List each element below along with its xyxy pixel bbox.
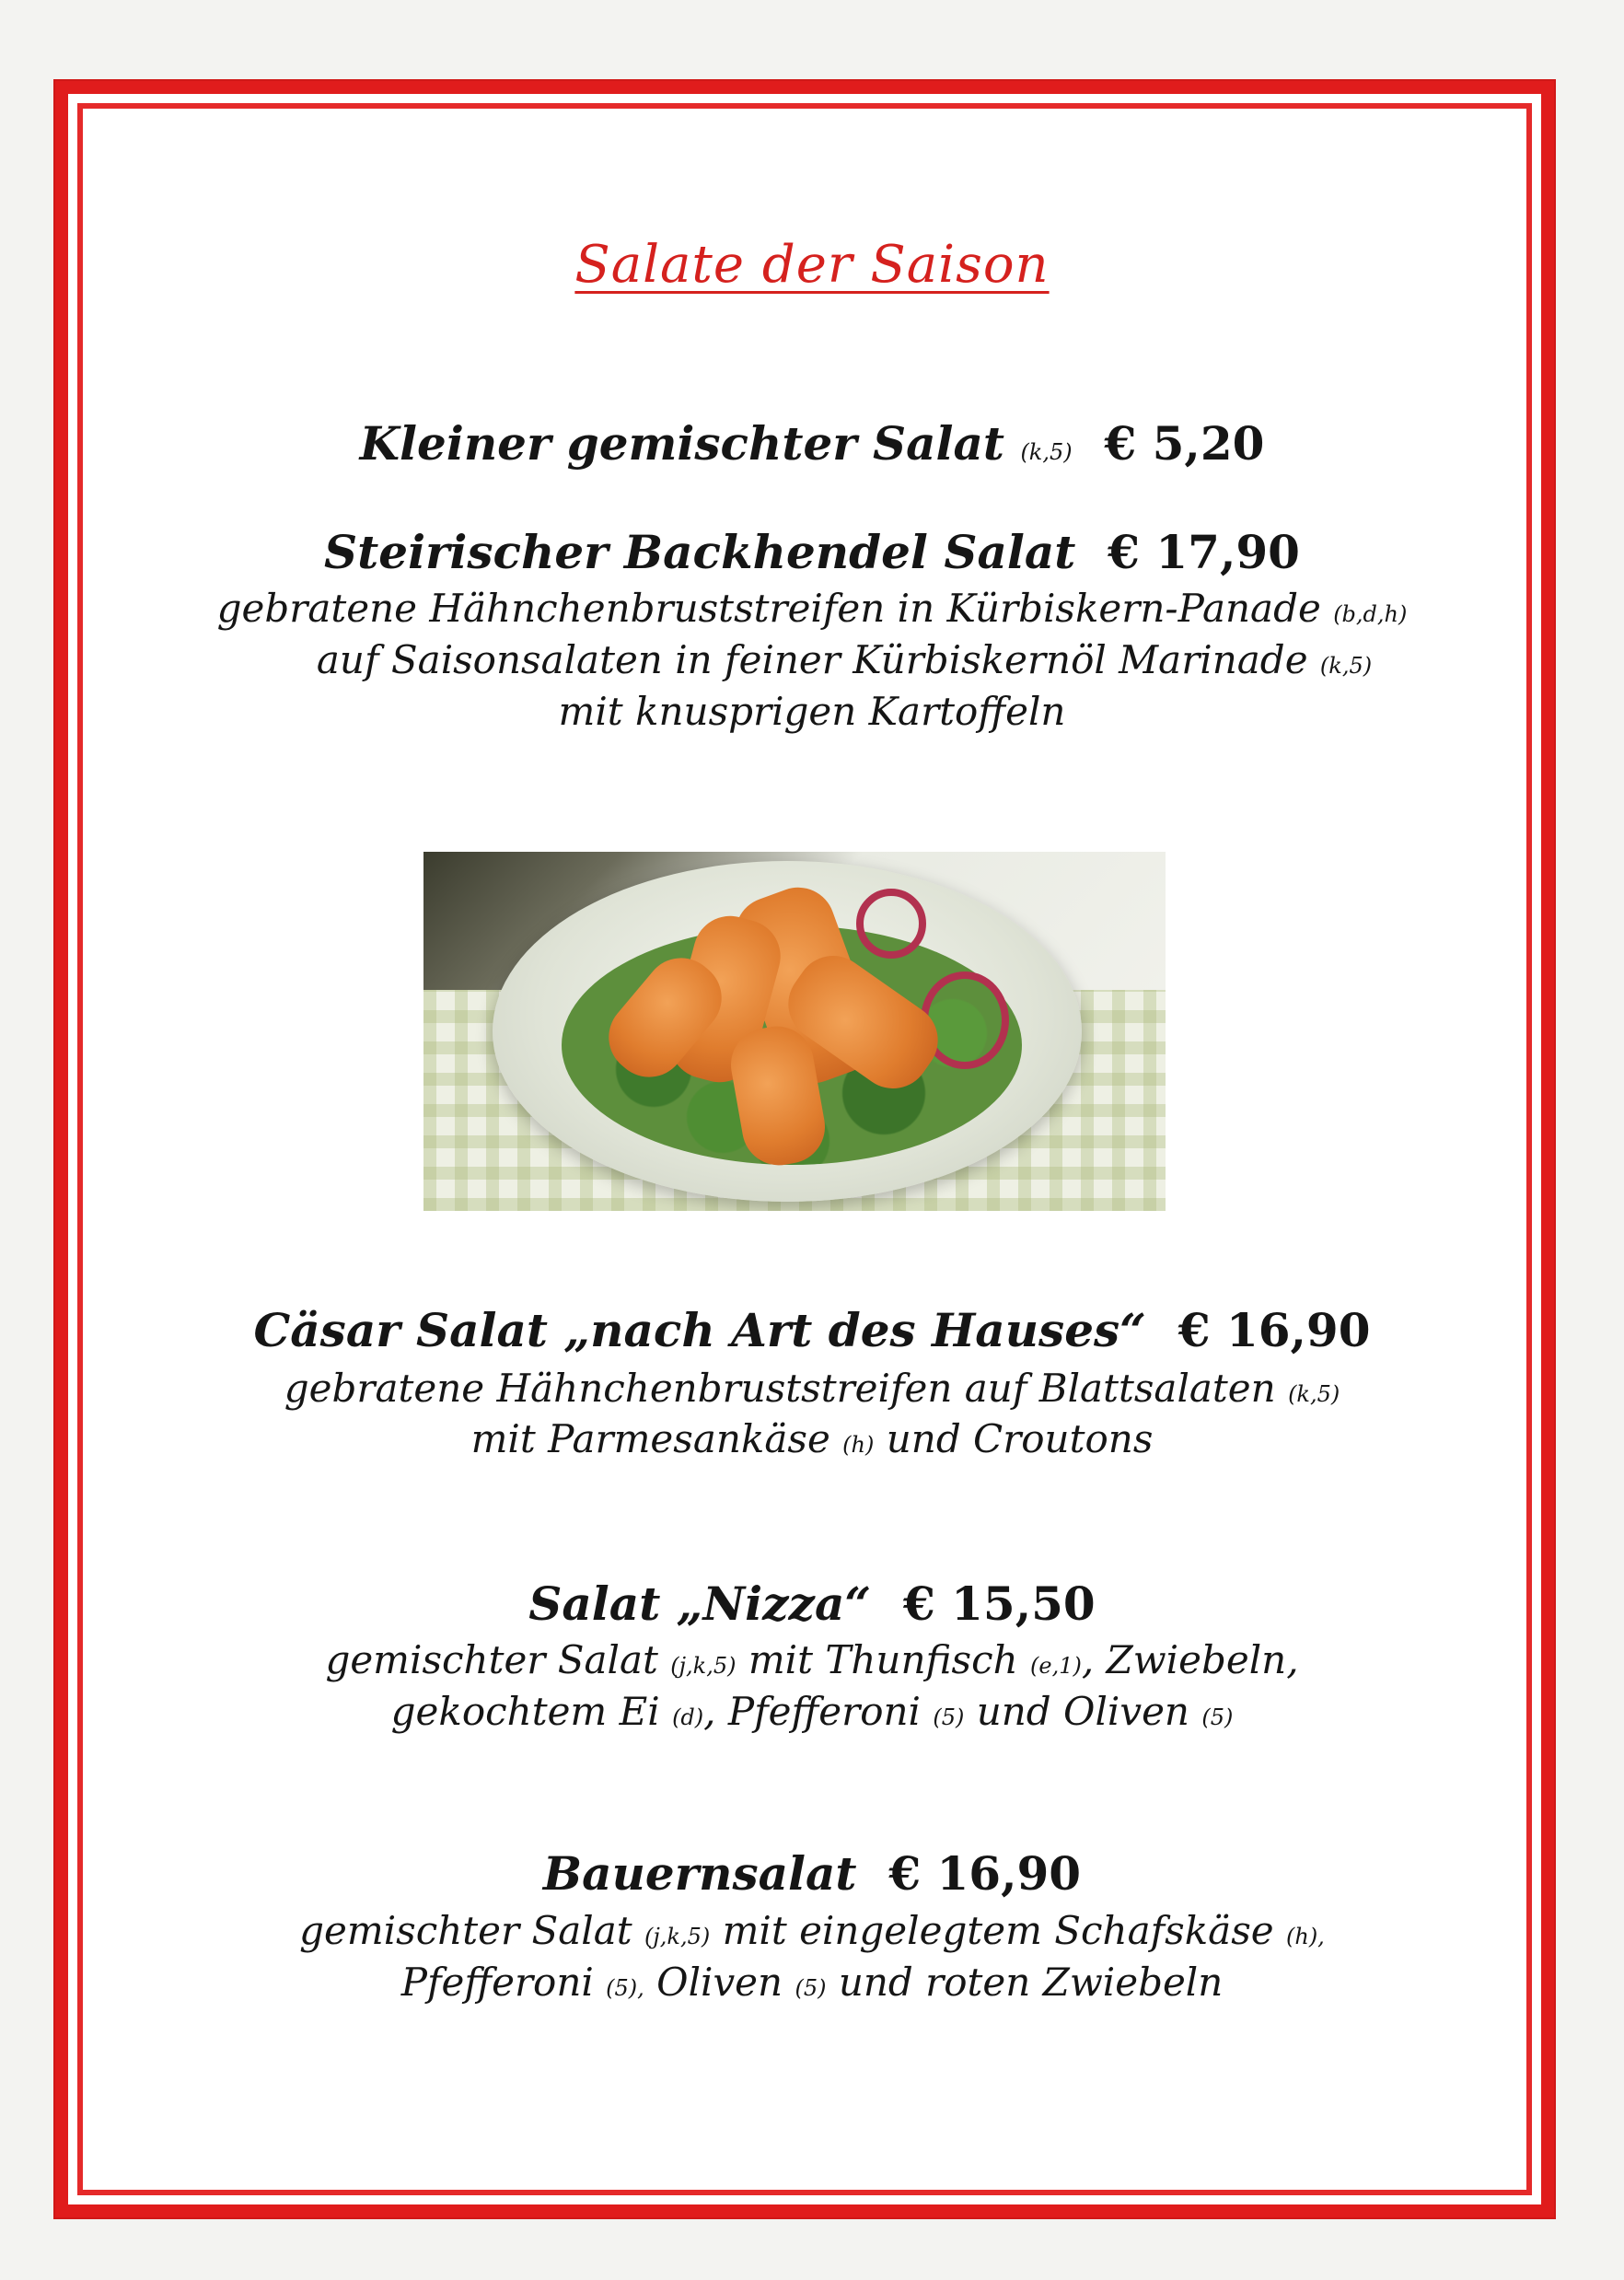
title-text: Salate der Saison xyxy=(574,235,1050,295)
description-text: gemischter Salat xyxy=(299,1908,632,1953)
item-price: € 15,50 xyxy=(902,1576,1096,1631)
description-text: Pfefferoni xyxy=(400,1960,594,2005)
item-description-line xyxy=(0,1689,1624,1734)
description-text: mit knusprigen Kartoffeln xyxy=(558,689,1066,734)
description-text: , Pfefferoni xyxy=(703,1689,921,1734)
description-text: , Zwiebeln, xyxy=(1081,1637,1299,1682)
allergen-tag: (5) xyxy=(1201,1704,1234,1730)
item-name: Steirischer Backhendel Salat xyxy=(324,525,1076,579)
allergen-tag: (k,5) xyxy=(1020,439,1073,465)
item-price: € 16,90 xyxy=(1177,1303,1371,1357)
item-description-line xyxy=(0,1908,1624,1953)
allergen-tag: (k,5) xyxy=(1288,1381,1340,1407)
allergen-tag: (j,k,5) xyxy=(644,1924,711,1949)
menu-item-heading xyxy=(0,416,1624,471)
page-title xyxy=(0,235,1624,295)
description-text: gebratene Hähnchenbruststreifen auf Blattsalaten xyxy=(284,1366,1276,1411)
description-text: gebratene Hähnchenbruststreifen in Kürbiskern-Panade xyxy=(216,586,1321,631)
menu-item-heading xyxy=(0,1303,1624,1357)
menu-item-heading xyxy=(0,1846,1624,1901)
description-text: und roten Zwiebeln xyxy=(838,1960,1224,2005)
item-description-line xyxy=(0,1960,1624,2005)
item-price: € 5,20 xyxy=(1104,416,1265,471)
allergen-tag: (e,1) xyxy=(1030,1653,1082,1679)
description-text: und Oliven xyxy=(976,1689,1189,1734)
item-name: Bauernsalat xyxy=(542,1846,857,1901)
item-name: Kleiner gemischter Salat xyxy=(359,416,1005,471)
allergen-tag: (h), xyxy=(1286,1924,1325,1949)
description-text: gemischter Salat xyxy=(325,1637,658,1682)
allergen-tag: (d) xyxy=(672,1704,704,1730)
allergen-tag: (k,5) xyxy=(1319,653,1373,679)
description-text: auf Saisonsalaten in feiner Kürbiskernöl Marinade xyxy=(316,637,1308,682)
description-text: Oliven xyxy=(656,1960,783,2005)
item-description-line xyxy=(0,1416,1624,1461)
salad-bowl-photo xyxy=(423,852,1166,1211)
description-text: mit Parmesankäse xyxy=(470,1416,830,1461)
item-name: Salat „Nizza“ xyxy=(528,1576,872,1631)
allergen-tag: (5) xyxy=(795,1975,827,2001)
description-text: gekochtem Ei xyxy=(390,1689,660,1734)
menu-item-heading xyxy=(0,1576,1624,1631)
item-name: Cäsar Salat „nach Art des Hauses“ xyxy=(253,1303,1146,1357)
item-description-line xyxy=(0,689,1624,734)
allergen-tag: (5) xyxy=(933,1704,965,1730)
onion-ring xyxy=(856,889,926,959)
item-description-line xyxy=(0,637,1624,682)
item-description-line xyxy=(0,586,1624,631)
item-price: € 17,90 xyxy=(1108,525,1300,579)
description-text: mit eingelegtem Schafskäse xyxy=(722,1908,1274,1953)
menu-item-heading xyxy=(0,525,1624,579)
description-text: und Croutons xyxy=(886,1416,1154,1461)
description-text: mit Thunfisch xyxy=(748,1637,1018,1682)
item-price: € 16,90 xyxy=(888,1846,1082,1901)
allergen-tag: (b,d,h) xyxy=(1333,601,1408,627)
allergen-tag: (j,k,5) xyxy=(670,1653,737,1679)
allergen-tag: (h) xyxy=(842,1432,875,1458)
allergen-tag: (5), xyxy=(606,1975,644,2001)
item-description-line xyxy=(0,1366,1624,1411)
item-description-line xyxy=(0,1637,1624,1682)
